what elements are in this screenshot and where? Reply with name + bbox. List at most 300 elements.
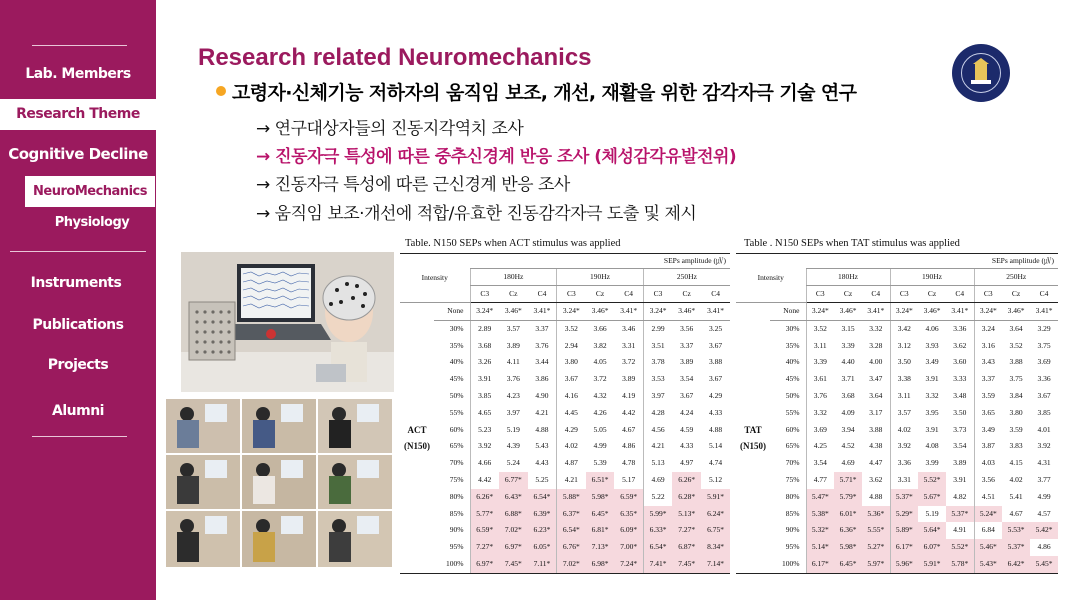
value-cell: 3.39: [841, 340, 855, 350]
intensity-label: 90%: [449, 525, 464, 535]
value-cell: 3.67: [1037, 390, 1051, 400]
nav-research-theme[interactable]: Research Theme: [0, 99, 156, 130]
value-cell: 4.33: [680, 441, 694, 451]
nav-lab-members[interactable]: Lab. Members: [25, 66, 131, 82]
nav-alumni[interactable]: Alumni: [52, 403, 104, 419]
frequency-header: 250Hz: [643, 269, 730, 286]
value-cell: 4.02: [1009, 474, 1023, 484]
nav-projects[interactable]: Projects: [47, 357, 109, 373]
table-row: [400, 354, 730, 371]
nav-cognitive-decline[interactable]: Cognitive Decline: [8, 145, 148, 163]
value-cell: 4.40: [841, 357, 855, 367]
value-cell: 3.65: [974, 405, 1002, 422]
value-cell: 6.17*: [806, 556, 834, 573]
value-cell: 5.32*: [806, 522, 834, 539]
value-cell: 3.86: [535, 374, 549, 384]
table-row: [736, 354, 1058, 371]
table-row: [400, 371, 730, 388]
value-cell: 4.09: [841, 407, 855, 417]
frequency-header: 190Hz: [890, 269, 974, 286]
value-cell: 6.07*: [918, 539, 946, 556]
value-cell: 3.52: [806, 320, 834, 337]
value-cell: 3.47: [869, 374, 883, 384]
value-cell: 3.15: [841, 323, 855, 333]
value-cell: 3.11: [890, 388, 918, 405]
value-cell: 5.12: [709, 474, 723, 484]
value-cell: 4.52: [841, 441, 855, 451]
value-cell: 4.31: [1037, 458, 1051, 468]
value-cell: 3.48: [953, 390, 967, 400]
value-cell: 3.46*: [586, 303, 615, 321]
intensity-label: 35%: [785, 340, 800, 350]
value-cell: 3.85: [470, 388, 499, 405]
value-cell: 4.29: [557, 422, 586, 439]
value-cell: 3.31: [890, 472, 918, 489]
value-cell: 6.98*: [586, 556, 615, 573]
value-cell: 8.34*: [701, 539, 730, 556]
seal-emblem-icon: [952, 44, 1010, 102]
value-cell: 3.76: [806, 388, 834, 405]
table-row: [736, 338, 1058, 355]
value-cell: 3.46*: [1002, 303, 1030, 321]
value-cell: 3.78: [643, 354, 672, 371]
value-cell: 3.37: [680, 340, 694, 350]
value-cell: 3.36: [890, 455, 918, 472]
value-cell: 6.24*: [701, 506, 730, 523]
value-cell: 3.51: [643, 338, 672, 355]
channel-header: Cz: [586, 286, 615, 303]
table-row: [400, 455, 730, 472]
value-cell: 4.11: [506, 357, 520, 367]
value-cell: 5.98*: [834, 539, 862, 556]
value-cell: 3.24*: [890, 303, 918, 321]
value-cell: 6.59*: [614, 489, 643, 506]
intensity-label: 75%: [785, 474, 800, 484]
value-cell: 4.91: [953, 525, 967, 535]
value-cell: 3.91: [925, 374, 939, 384]
table-row: [400, 388, 730, 405]
value-cell: 4.02: [557, 438, 586, 455]
value-cell: 3.93: [925, 340, 939, 350]
value-cell: 3.49: [974, 422, 1002, 439]
value-cell: 7.45*: [499, 556, 528, 573]
value-cell: 6.33*: [643, 522, 672, 539]
value-cell: 7.02*: [499, 522, 528, 539]
value-cell: 3.84: [1009, 390, 1023, 400]
table-row: [400, 556, 730, 573]
value-cell: 5.37*: [890, 489, 918, 506]
value-cell: 4.59: [680, 424, 694, 434]
value-cell: 4.38: [869, 441, 883, 451]
channel-header: C4: [862, 286, 890, 303]
value-cell: 3.97: [643, 388, 672, 405]
sep-amplitude-header: SEPs amplitude (㎶): [470, 254, 730, 269]
intensity-label: 55%: [785, 407, 800, 417]
value-cell: 3.52: [557, 320, 586, 337]
value-cell: 6.09*: [614, 522, 643, 539]
value-cell: 3.37: [974, 371, 1002, 388]
table-row: [400, 472, 730, 489]
value-cell: 6.05*: [528, 539, 557, 556]
subitem-stimulus-derivation: → 움직임 보조·개선에 적합/유효한 진동감각자극 도출 및 제시: [256, 204, 697, 224]
value-cell: 3.54: [953, 441, 967, 451]
channel-header: C3: [557, 286, 586, 303]
intensity-header: Intensity: [736, 254, 806, 303]
value-cell: 7.24*: [614, 556, 643, 573]
value-cell: 5.43: [535, 441, 549, 451]
value-cell: 5.38*: [806, 506, 834, 523]
channel-header: Cz: [672, 286, 701, 303]
value-cell: 2.94: [557, 338, 586, 355]
value-cell: 5.47*: [806, 489, 834, 506]
value-cell: 6.77*: [499, 472, 528, 489]
value-cell: 5.52*: [918, 472, 946, 489]
value-cell: 5.36*: [862, 506, 890, 523]
value-cell: 5.23: [470, 422, 499, 439]
subitem-neuromuscular-response: → 진동자극 특성에 따른 근신경계 반응 조사: [256, 175, 570, 195]
value-cell: 3.76: [535, 340, 549, 350]
value-cell: 5.99*: [643, 506, 672, 523]
table-row: [736, 556, 1058, 573]
subitem-cns-response: → 진동자극 특성에 따른 중추신경계 반응 조사 (체성감각유발전위): [256, 147, 737, 167]
value-cell: 3.82: [593, 340, 607, 350]
channel-header: C3: [470, 286, 499, 303]
table-row: [400, 338, 730, 355]
subitem-vibration-threshold: → 연구대상자들의 진동지각역치 조사: [256, 119, 524, 139]
value-cell: 3.26: [470, 354, 499, 371]
value-cell: 6.42*: [1002, 556, 1030, 573]
value-cell: 3.80: [1009, 407, 1023, 417]
value-cell: 6.97*: [470, 556, 499, 573]
intensity-label: 40%: [449, 357, 464, 367]
value-cell: 3.44: [535, 357, 549, 367]
page-title: Research related Neuromechanics: [198, 44, 592, 71]
value-cell: 4.42: [470, 472, 499, 489]
value-cell: 5.41: [1009, 491, 1023, 501]
value-cell: 4.74: [709, 458, 723, 468]
value-cell: 3.71: [841, 374, 855, 384]
value-cell: 5.43*: [974, 556, 1002, 573]
value-cell: 5.46*: [974, 539, 1002, 556]
value-cell: 6.51*: [586, 472, 615, 489]
nav-publications[interactable]: Publications: [32, 317, 124, 333]
intensity-label: 55%: [449, 407, 464, 417]
value-cell: 5.29*: [890, 506, 918, 523]
sep-amplitude-header: SEPs amplitude (㎶): [806, 254, 1058, 269]
value-cell: 3.39: [806, 354, 834, 371]
table-row: [400, 438, 730, 455]
nav-instruments[interactable]: Instruments: [30, 275, 122, 291]
value-cell: 5.24: [506, 458, 520, 468]
value-cell: 6.97*: [499, 539, 528, 556]
value-cell: 4.57: [1037, 508, 1051, 518]
value-cell: 3.38: [890, 371, 918, 388]
value-cell: 6.23*: [528, 522, 557, 539]
value-cell: 3.17: [869, 407, 883, 417]
intensity-label: 95%: [449, 542, 464, 552]
value-cell: 3.85: [1037, 407, 1051, 417]
value-cell: 3.57: [890, 405, 918, 422]
table-row: [400, 405, 730, 422]
value-cell: 6.59*: [470, 522, 499, 539]
value-cell: 3.92: [890, 438, 918, 455]
intensity-label: 90%: [785, 525, 800, 535]
value-cell: 2.89: [470, 320, 499, 337]
value-cell: 4.88: [869, 491, 883, 501]
table-row: [736, 489, 1058, 506]
value-cell: 6.45*: [586, 506, 615, 523]
table-row: [400, 303, 730, 321]
value-cell: 4.45: [557, 405, 586, 422]
value-cell: 3.91: [925, 424, 939, 434]
value-cell: 3.92: [470, 438, 499, 455]
value-cell: 4.00: [869, 357, 883, 367]
table-row: [736, 522, 1058, 539]
value-cell: 5.13*: [672, 506, 701, 523]
value-cell: 4.05: [593, 357, 607, 367]
channel-header: C4: [946, 286, 974, 303]
value-cell: 3.53: [643, 371, 672, 388]
value-cell: 3.91: [953, 474, 967, 484]
channel-header: C4: [1030, 286, 1058, 303]
value-cell: 3.24*: [470, 303, 499, 321]
value-cell: 4.65: [470, 405, 499, 422]
sidebar-divider: [32, 45, 127, 46]
value-cell: 3.59: [974, 388, 1002, 405]
value-cell: 6.35*: [614, 506, 643, 523]
intensity-label: 45%: [785, 374, 800, 384]
value-cell: 5.19: [925, 508, 939, 518]
value-cell: 3.42: [890, 320, 918, 337]
value-cell: 4.77: [806, 472, 834, 489]
value-cell: 3.92: [1037, 441, 1051, 451]
value-cell: 3.68: [841, 390, 855, 400]
value-cell: 7.02*: [557, 556, 586, 573]
value-cell: 5.89*: [890, 522, 918, 539]
value-cell: 3.88: [709, 357, 723, 367]
channel-header: Cz: [1002, 286, 1030, 303]
value-cell: 4.90: [535, 390, 549, 400]
value-cell: 4.86: [1037, 542, 1051, 552]
value-cell: 3.24: [974, 320, 1002, 337]
value-cell: 6.17*: [890, 539, 918, 556]
table-row: [736, 405, 1058, 422]
value-cell: 6.43*: [499, 489, 528, 506]
value-cell: 3.62: [869, 474, 883, 484]
value-cell: 3.91: [470, 371, 499, 388]
table-row: [736, 539, 1058, 556]
condition-sublabel: (N150): [740, 440, 766, 451]
channel-header: C4: [701, 286, 730, 303]
value-cell: 4.25: [806, 438, 834, 455]
value-cell: 6.28*: [672, 489, 701, 506]
value-cell: 3.46*: [672, 303, 701, 321]
sidebar-divider: [10, 251, 146, 252]
value-cell: 4.06: [925, 323, 939, 333]
intensity-label: 35%: [449, 340, 464, 350]
sidebar: [0, 0, 156, 600]
value-cell: 3.52: [1009, 340, 1023, 350]
value-cell: 3.67: [709, 374, 723, 384]
value-cell: 6.87*: [672, 539, 701, 556]
value-cell: 3.41*: [701, 303, 730, 321]
channel-header: Cz: [918, 286, 946, 303]
value-cell: 6.54*: [528, 489, 557, 506]
value-cell: 3.68: [470, 338, 499, 355]
value-cell: 3.67: [709, 340, 723, 350]
value-cell: 4.69: [841, 458, 855, 468]
value-cell: 5.39: [593, 458, 607, 468]
value-cell: 4.99: [593, 441, 607, 451]
intensity-label: 60%: [785, 424, 800, 434]
value-cell: 3.83: [1009, 441, 1023, 451]
intensity-label: None: [434, 303, 470, 321]
value-cell: 3.61: [806, 371, 834, 388]
table-row: [736, 422, 1058, 439]
channel-header: C3: [806, 286, 834, 303]
value-cell: 3.88: [1009, 357, 1023, 367]
value-cell: 6.45*: [834, 556, 862, 573]
intensity-label: 85%: [449, 508, 464, 518]
intensity-label: 50%: [785, 390, 800, 400]
value-cell: 3.75: [1037, 340, 1051, 350]
value-cell: 5.67*: [918, 489, 946, 506]
value-cell: 4.47: [869, 458, 883, 468]
value-cell: 3.89: [680, 357, 694, 367]
value-cell: 5.79*: [834, 489, 862, 506]
value-cell: 4.67: [1009, 508, 1023, 518]
value-cell: 6.84: [974, 522, 1002, 539]
value-cell: 3.99: [925, 458, 939, 468]
value-cell: 3.64: [869, 390, 883, 400]
value-cell: 3.36: [1037, 374, 1051, 384]
table-row: [400, 539, 730, 556]
value-cell: 4.33: [709, 407, 723, 417]
intensity-label: 80%: [449, 491, 464, 501]
value-cell: 3.50: [953, 407, 967, 417]
value-cell: 4.97: [680, 458, 694, 468]
table-row: [400, 320, 730, 337]
value-cell: 3.46*: [834, 303, 862, 321]
value-cell: 5.88*: [557, 489, 586, 506]
value-cell: 3.41*: [862, 303, 890, 321]
value-cell: 3.66: [593, 323, 607, 333]
value-cell: 3.24*: [557, 303, 586, 321]
value-cell: 4.21: [535, 407, 549, 417]
table-row: [736, 438, 1058, 455]
value-cell: 3.24*: [806, 303, 834, 321]
value-cell: 4.03: [974, 455, 1002, 472]
condition-label-cell: [736, 303, 770, 574]
value-cell: 6.26*: [470, 489, 499, 506]
value-cell: 6.01*: [834, 506, 862, 523]
table-row: [400, 422, 730, 439]
value-cell: 3.69: [1037, 357, 1051, 367]
intensity-label: 50%: [449, 390, 464, 400]
frequency-header: 250Hz: [974, 269, 1058, 286]
value-cell: 3.49: [925, 357, 939, 367]
nav-physiology[interactable]: Physiology: [54, 215, 130, 230]
nav-neuromechanics[interactable]: NeuroMechanics: [25, 176, 155, 207]
value-cell: 7.27*: [470, 539, 499, 556]
value-cell: 3.11: [806, 338, 834, 355]
value-cell: 3.89: [622, 374, 636, 384]
intensity-label: 45%: [449, 374, 464, 384]
value-cell: 7.11*: [528, 556, 557, 573]
value-cell: 3.36: [953, 323, 967, 333]
value-cell: 5.96*: [890, 556, 918, 573]
value-cell: 4.23: [506, 390, 520, 400]
value-cell: 3.88: [869, 424, 883, 434]
frequency-header: 190Hz: [557, 269, 644, 286]
frequency-header: 180Hz: [806, 269, 890, 286]
condition-sublabel: (N150): [404, 440, 430, 451]
value-cell: 6.75*: [701, 522, 730, 539]
value-cell: 3.59: [1009, 424, 1023, 434]
value-cell: 3.12: [890, 338, 918, 355]
table-row: [736, 472, 1058, 489]
value-cell: 5.55*: [862, 522, 890, 539]
value-cell: 3.31: [622, 340, 636, 350]
value-cell: 3.32: [806, 405, 834, 422]
value-cell: 5.14: [709, 441, 723, 451]
value-cell: 4.67: [622, 424, 636, 434]
value-cell: 5.91*: [701, 489, 730, 506]
value-cell: 5.27*: [862, 539, 890, 556]
value-cell: 5.97*: [862, 556, 890, 573]
value-cell: 5.42*: [1030, 522, 1058, 539]
value-cell: 4.42: [622, 407, 636, 417]
value-cell: 3.77: [1037, 474, 1051, 484]
value-cell: 3.64: [1009, 323, 1023, 333]
intensity-label: 75%: [449, 474, 464, 484]
value-cell: 4.66: [470, 455, 499, 472]
condition-label: TAT: [744, 424, 762, 435]
channel-header: C3: [643, 286, 672, 303]
channel-header: Cz: [834, 286, 862, 303]
value-cell: 3.46*: [499, 303, 528, 321]
value-cell: 4.32: [593, 390, 607, 400]
value-cell: 5.64*: [918, 522, 946, 539]
value-cell: 6.54*: [643, 539, 672, 556]
tat-table-caption: Table . N150 SEPs when TAT stimulus was applied: [744, 238, 960, 249]
value-cell: 4.15: [1009, 458, 1023, 468]
value-cell: 3.54: [806, 455, 834, 472]
table-row: [400, 489, 730, 506]
value-cell: 3.60: [953, 357, 967, 367]
value-cell: 3.56: [974, 472, 1002, 489]
value-cell: 5.52*: [946, 539, 974, 556]
value-cell: 4.26: [593, 407, 607, 417]
value-cell: 4.08: [925, 441, 939, 451]
value-cell: 4.43: [535, 458, 549, 468]
table-row: [736, 371, 1058, 388]
value-cell: 4.02: [890, 422, 918, 439]
value-cell: 3.33: [953, 374, 967, 384]
value-cell: 3.32: [925, 390, 939, 400]
value-cell: 3.67: [680, 390, 694, 400]
value-cell: 5.98*: [586, 489, 615, 506]
condition-label-cell: [400, 303, 434, 574]
value-cell: 5.37*: [1002, 539, 1030, 556]
value-cell: 3.46: [622, 323, 636, 333]
value-cell: 7.41*: [643, 556, 672, 573]
intensity-label: 60%: [449, 424, 464, 434]
value-cell: 3.43: [974, 354, 1002, 371]
value-cell: 3.72: [593, 374, 607, 384]
value-cell: 6.36*: [834, 522, 862, 539]
value-cell: 3.56: [680, 323, 694, 333]
